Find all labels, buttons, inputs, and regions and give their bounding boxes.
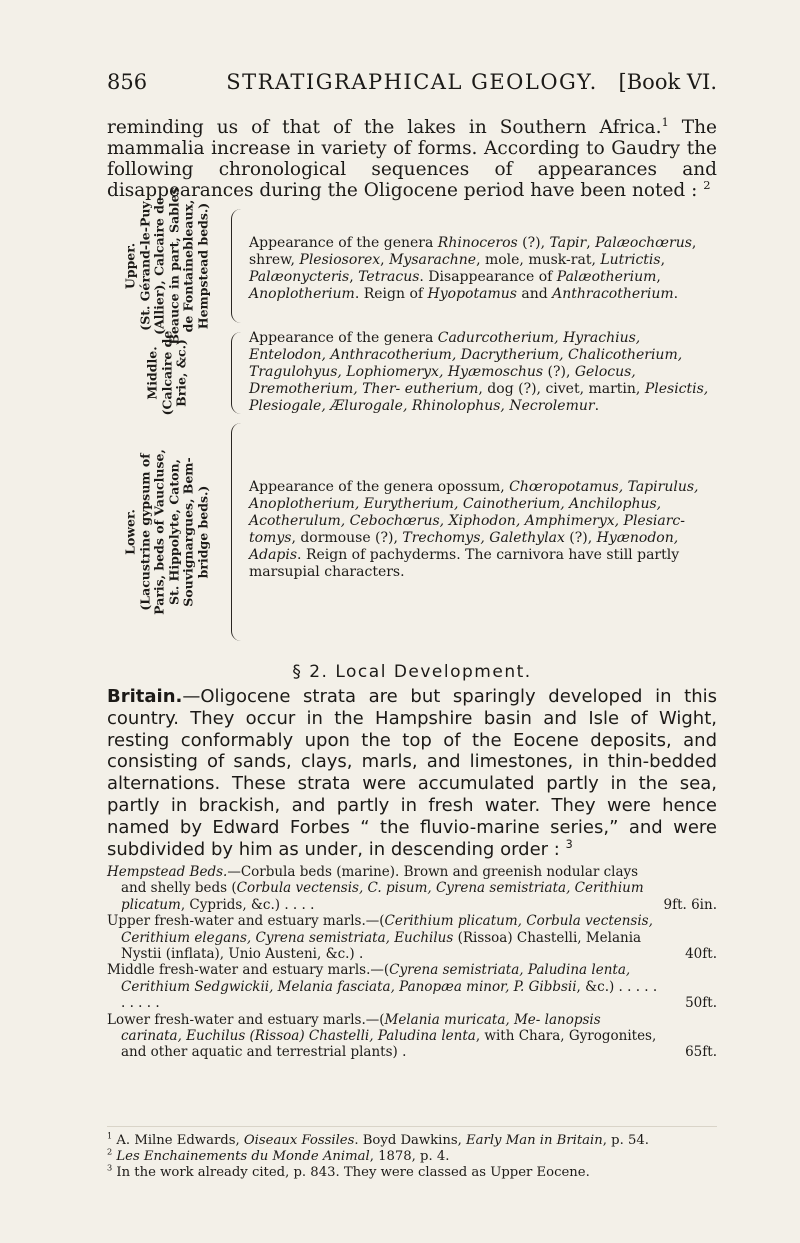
brace: [231, 423, 242, 641]
running-title: STRATIGRAPHICAL GEOLOGY.: [226, 70, 598, 94]
thickness: 65ft.: [685, 1044, 717, 1061]
footnote-ref-2[interactable]: 2: [703, 177, 711, 192]
list-item: Lower fresh-water and estuary marls.—(Melania muricata, Me- lanopsis carinata, Euchilus (Rissoa) Chastelli, Paludina lenta, with Chara, Gyrogonites, and other aquatic and terrestrial plants) . 65ft.: [107, 1011, 717, 1061]
footnote-divider: [107, 1126, 717, 1127]
list-item: Upper fresh-water and estuary marls.—(Cerithium plicatum, Corbula vectensis, Cerithium elegans, Cyrena semistriata, Euchilus (Rissoa) Chastelli, Melania Nystii (inflata), Unio Austeni, &c.) . 40ft.: [107, 913, 717, 963]
page-number: 856: [107, 70, 148, 94]
stratum-middle-label: Middle. (Calcaire de Brie, &c.): [144, 330, 189, 416]
stratum-lower-description: Appearance of the genera opossum, Chœropotamus, Tapirulus, Anoplotherium, Eurytherium, Cainotherium, Anchilophus, Acotherulum, Cebochœrus, Xiphodon, Amphimeryx, Plesiarc- tomys, dormouse (?), Trechomys, Galethylax (?), Hyænodon, Adapis. Reign of pachyderms. The carnivora have still partly marsupial characters.: [249, 479, 699, 580]
stratum-middle-description: Appearance of the genera Cadurcotherium, Hyrachius, Entelodon, Anthracotherium, Dacrytherium, Chalicotherium, Tragulohyus, Lophiomeryx, Hyæmoschus (?), Gelocus, Dremotherium, Ther- eutherium, dog (?), civet, martin, Plesictis, Plesiogale, Ælurogale, Rhinolophus, Necrolemur.: [249, 330, 709, 414]
intro-paragraph: reminding us of that of the lakes in Southern Africa.$^1$ The mammalia increase in variety of forms. According to Gaudry the following chronological sequences of appearances and disappearances during the Oligocene period have been noted : $^2$: [107, 114, 717, 201]
thickness: 40ft.: [685, 946, 717, 963]
thickness: 9ft. 6in.: [663, 896, 717, 913]
stratum-middle: [107, 330, 717, 416]
thickness: 50ft.: [685, 995, 717, 1012]
footnote-ref-3[interactable]: 3: [565, 837, 573, 851]
section-heading: § 2. Local Development.: [292, 662, 532, 682]
footnotes: [107, 1130, 717, 1181]
stratum-upper-description: Appearance of the genera Rhinoceros (?), Tapir, Palæochœrus, shrew, Plesiosorex, Mysarachne, mole, musk-rat, Lutrictis, Palæonycteris, Tetracus. Disappearance of Palæotherium, Anoplotherium. Reign of Hyopotamus and Anthracotherium.: [249, 235, 697, 302]
list-item: Hempstead Beds.—Corbula beds (marine). Brown and greenish nodular clays and shelly beds (Corbula vectensis, C. pisum, Cyrena semistriata, Cerithium plicatum, Cyprids, &c.) . . . . 9ft. 6in.: [107, 864, 717, 913]
stratum-lower-label: Lower. (Lacustrine gypsum of Paris, beds of Vaucluse, St. Hippolyte, Caton, Souvignargues, Bem- bridge beds.): [122, 449, 210, 615]
brace: [231, 209, 242, 323]
footnote-2: $^2$ Les Enchainements du Monde Animal, 1878, p. 4.: [107, 1146, 450, 1164]
stratum-lower: [107, 421, 717, 643]
list-item: Middle fresh-water and estuary marls.—(Cyrena semistriata, Paludina lenta, Cerithium Sedgwickii, Melania fasciata, Panopæa minor, P. Gibbsii, &c.) . . . . . . . . . . 50ft.: [107, 962, 717, 1012]
beds-list: [107, 864, 717, 1061]
britain-paragraph: Britain.—Oligocene strata are but sparingly developed in this country. They occur in the Hampshire basin and Isle of Wight, resting conformably upon the top of the Eocene deposits, and consisting of sands, clays, marls, and limestones, in thin-bedded alternations. These strata were accumulated partly in the sea, partly in brackish, and partly in fresh water. They were hence named by Edward Forbes “ the fluvio-marine series,” and were subdivided by him as under, in descending order : $^3$: [107, 686, 717, 860]
footnote-1: $^1$ A. Milne Edwards, Oiseaux Fossiles. Boyd Dawkins, Early Man in Britain, p. 54.: [107, 1130, 649, 1148]
running-header: [107, 70, 717, 104]
footnote-ref-1[interactable]: 1: [661, 114, 669, 129]
stratum-upper-label: Upper. (St. Gérand-le-Puy (Allier), Calcaire de Beauce in part, Sables de Fontainebleaux, Hempstead beds.): [122, 187, 210, 345]
footnote-3: $^3$ In the work already cited, p. 843. They were classed as Upper Eocene.: [107, 1162, 590, 1180]
stratum-upper: [107, 187, 717, 345]
brace: [231, 332, 242, 414]
book-label: [Book VI.: [618, 70, 717, 94]
